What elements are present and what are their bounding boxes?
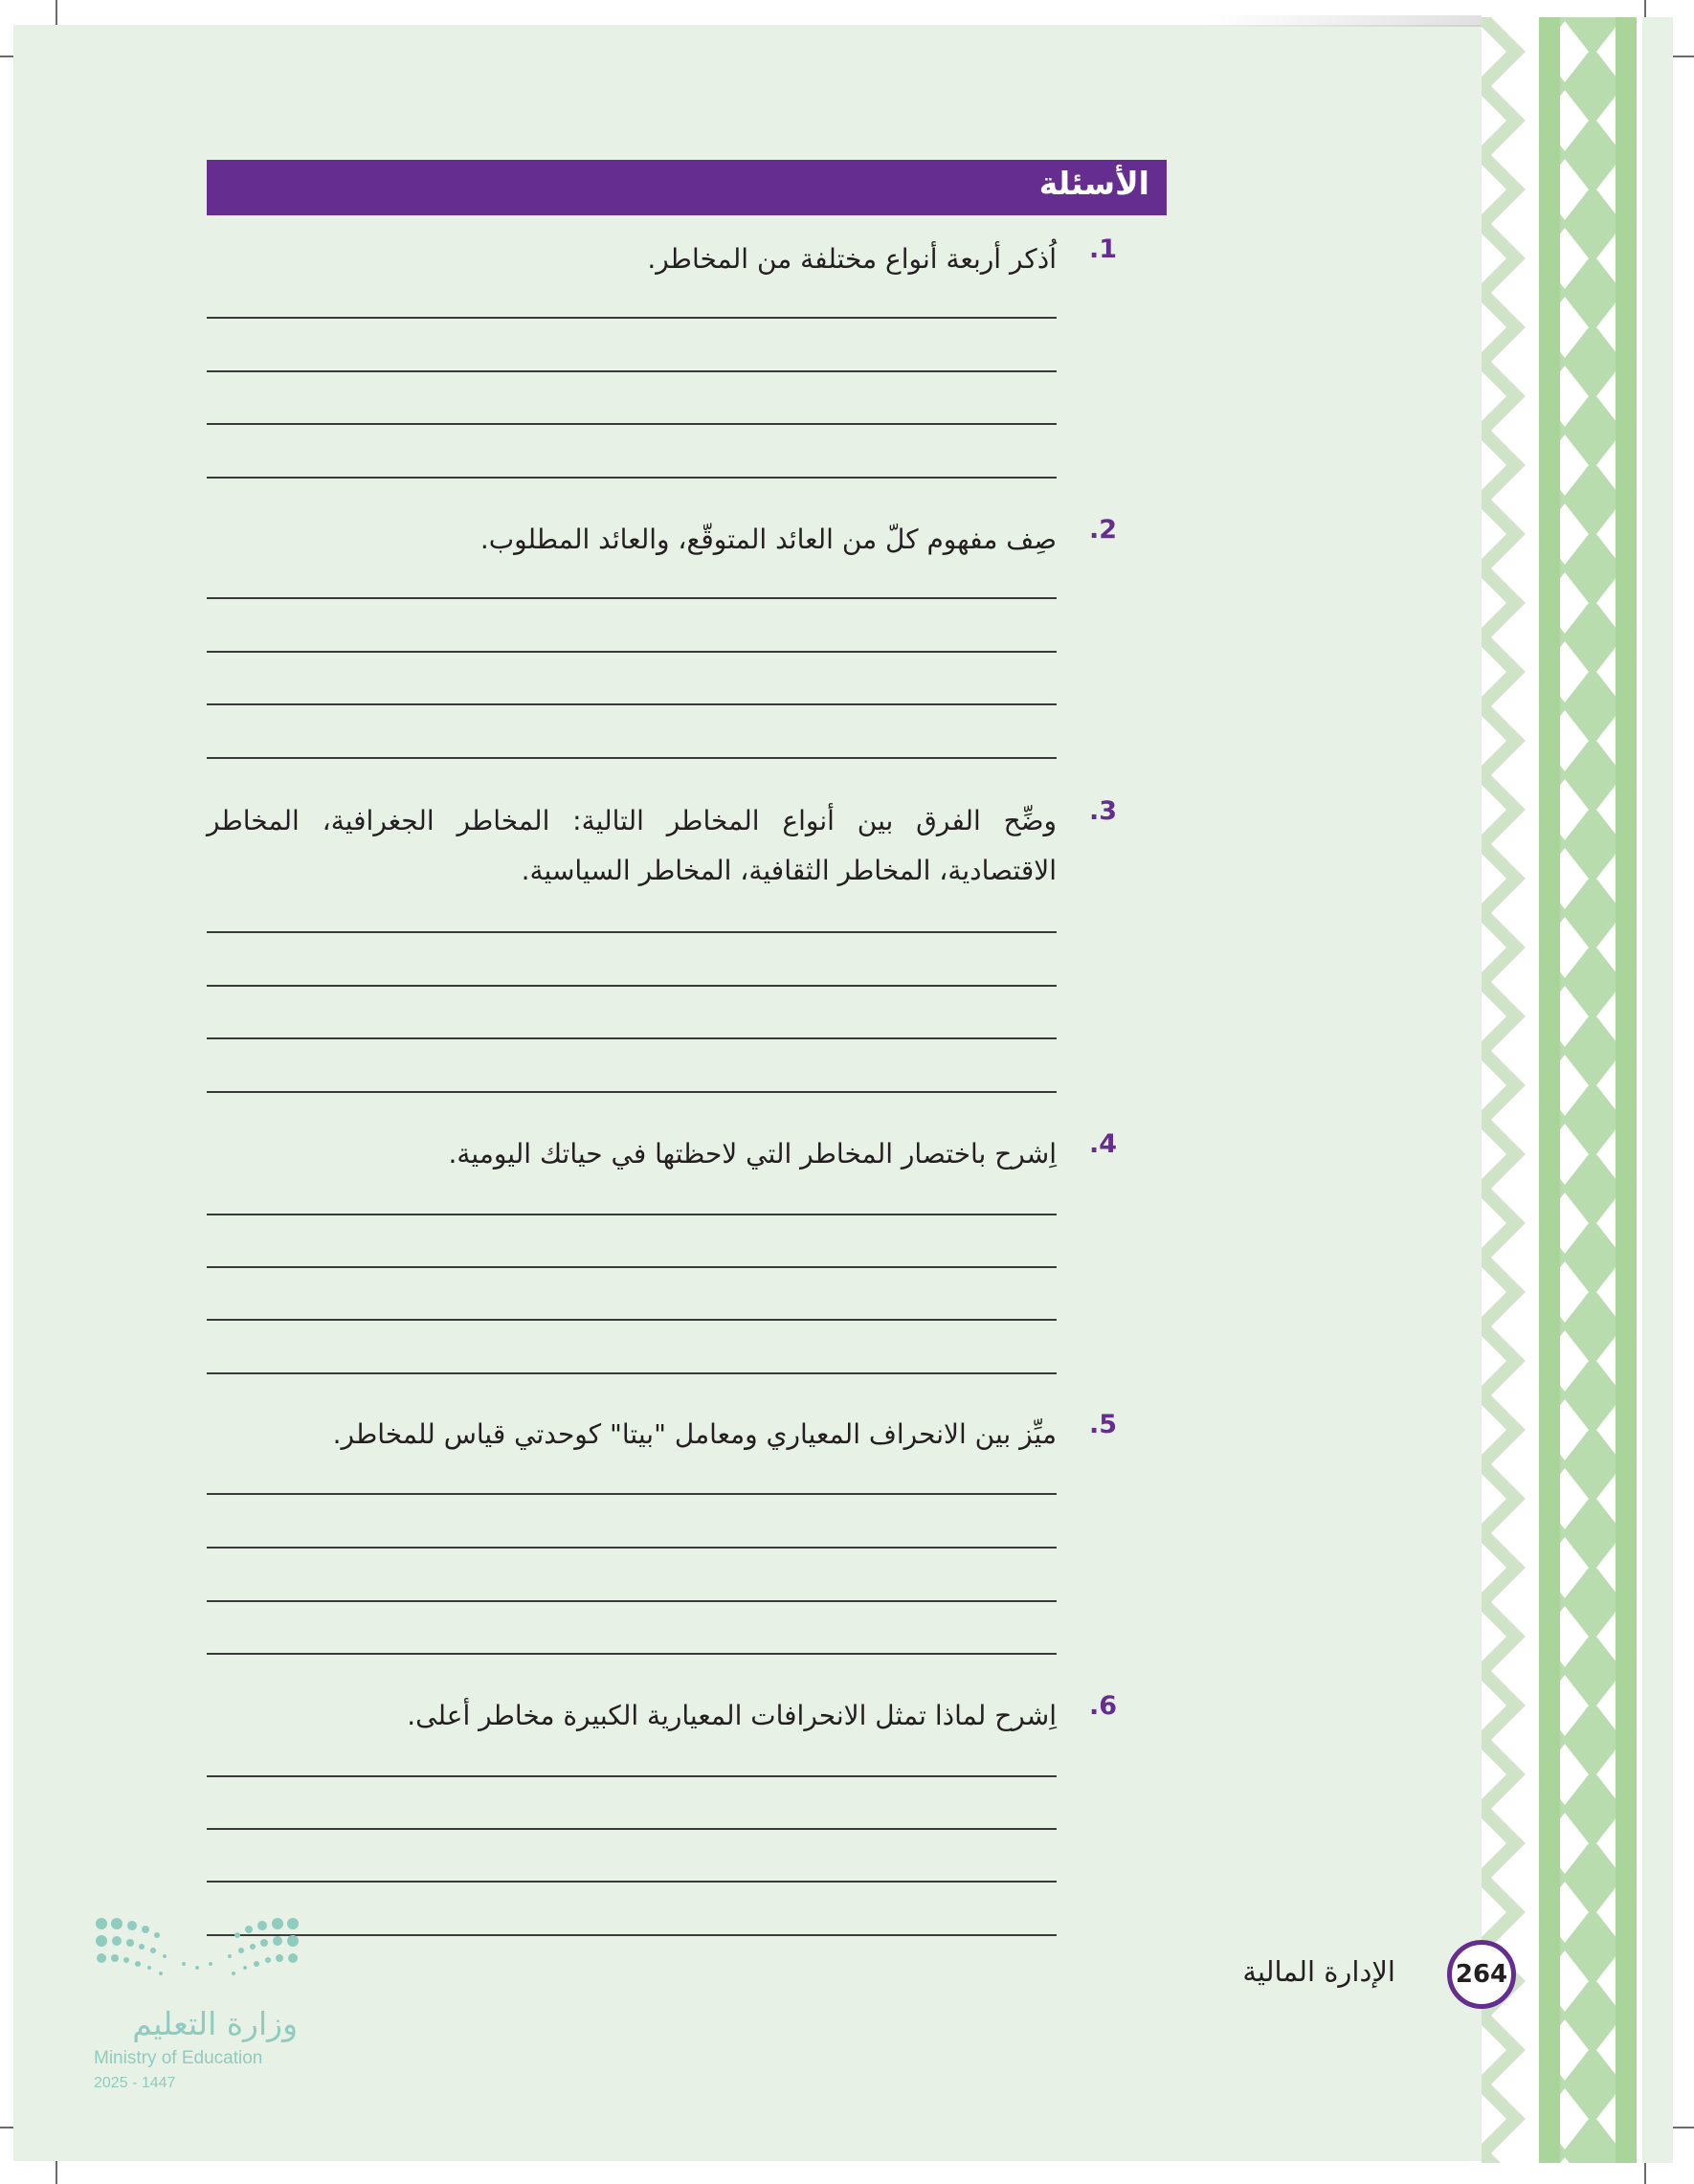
answer-line[interactable] <box>207 1547 1057 1549</box>
answer-line[interactable] <box>207 1828 1057 1830</box>
question-text: اِشرح لماذا تمثل الانحرافات المعيارية الكبيرة مخاطر أعلى. <box>407 1700 1057 1731</box>
logo-dots-icon <box>92 1914 312 2000</box>
question-number: 5. <box>1088 1410 1117 1439</box>
page-background <box>13 25 1482 2161</box>
logo-year: 2025 - 1447 <box>94 2075 176 2091</box>
answer-line[interactable] <box>207 597 1057 599</box>
answer-line[interactable] <box>207 1881 1057 1883</box>
logo-arabic-text: وزارة التعليم <box>132 2005 298 2042</box>
answer-line[interactable] <box>207 1266 1057 1268</box>
question-number: 6. <box>1088 1691 1117 1721</box>
question-number: 1. <box>1088 234 1117 264</box>
question-number: 3. <box>1088 796 1117 826</box>
answer-line[interactable] <box>207 1372 1057 1374</box>
answer-line[interactable] <box>207 985 1057 987</box>
questions-header <box>207 160 1167 215</box>
answer-line[interactable] <box>207 1319 1057 1321</box>
question-text: ميِّز بين الانحراف المعياري ومعامل "بيتا" كوحدتي قياس للمخاطر. <box>332 1418 1057 1450</box>
question-text: صِف مفهوم كلّ من العائد المتوقّع، والعائد المطلوب. <box>479 524 1057 555</box>
border-pattern <box>1482 17 1673 2163</box>
answer-line[interactable] <box>207 1493 1057 1495</box>
answer-line[interactable] <box>207 370 1057 372</box>
question-text: وضِّح الفرق بين أنواع المخاطر التالية: المخاطر الجغرافية، المخاطر الاقتصادية، المخاطر الثقافية، المخاطر السياسية. <box>207 805 1057 886</box>
answer-line[interactable] <box>207 1091 1057 1093</box>
answer-line[interactable] <box>207 423 1057 425</box>
question-text: اُذكر أربعة أنواع مختلفة من المخاطر. <box>647 243 1057 275</box>
decorative-border <box>1482 17 1673 2163</box>
answer-line[interactable] <box>207 1653 1057 1655</box>
ministry-logo <box>92 1914 312 2106</box>
page-number: 264 <box>1447 1940 1516 2009</box>
answer-line[interactable] <box>207 1037 1057 1039</box>
crop-mark <box>56 2157 57 2184</box>
footer-book-title: الإدارة المالية <box>1242 1955 1395 1988</box>
answer-line[interactable] <box>207 317 1057 319</box>
answer-line[interactable] <box>207 477 1057 479</box>
answer-line[interactable] <box>207 703 1057 705</box>
crop-mark <box>56 0 57 27</box>
question-number: 2. <box>1088 515 1117 545</box>
answer-line[interactable] <box>207 1600 1057 1602</box>
answer-line[interactable] <box>207 1775 1057 1777</box>
page-shadow <box>1204 15 1482 27</box>
question-text: اِشرح باختصار المخاطر التي لاحظتها في حياتك اليومية. <box>448 1138 1057 1170</box>
answer-line[interactable] <box>207 931 1057 933</box>
logo-english-text: Ministry of Education <box>94 2048 263 2068</box>
answer-line[interactable] <box>207 651 1057 653</box>
answer-line[interactable] <box>207 757 1057 759</box>
answer-line[interactable] <box>207 1934 1057 1936</box>
page-title: الأسئلة <box>1038 165 1149 202</box>
question-number: 4. <box>1088 1129 1117 1159</box>
answer-line[interactable] <box>207 1214 1057 1215</box>
